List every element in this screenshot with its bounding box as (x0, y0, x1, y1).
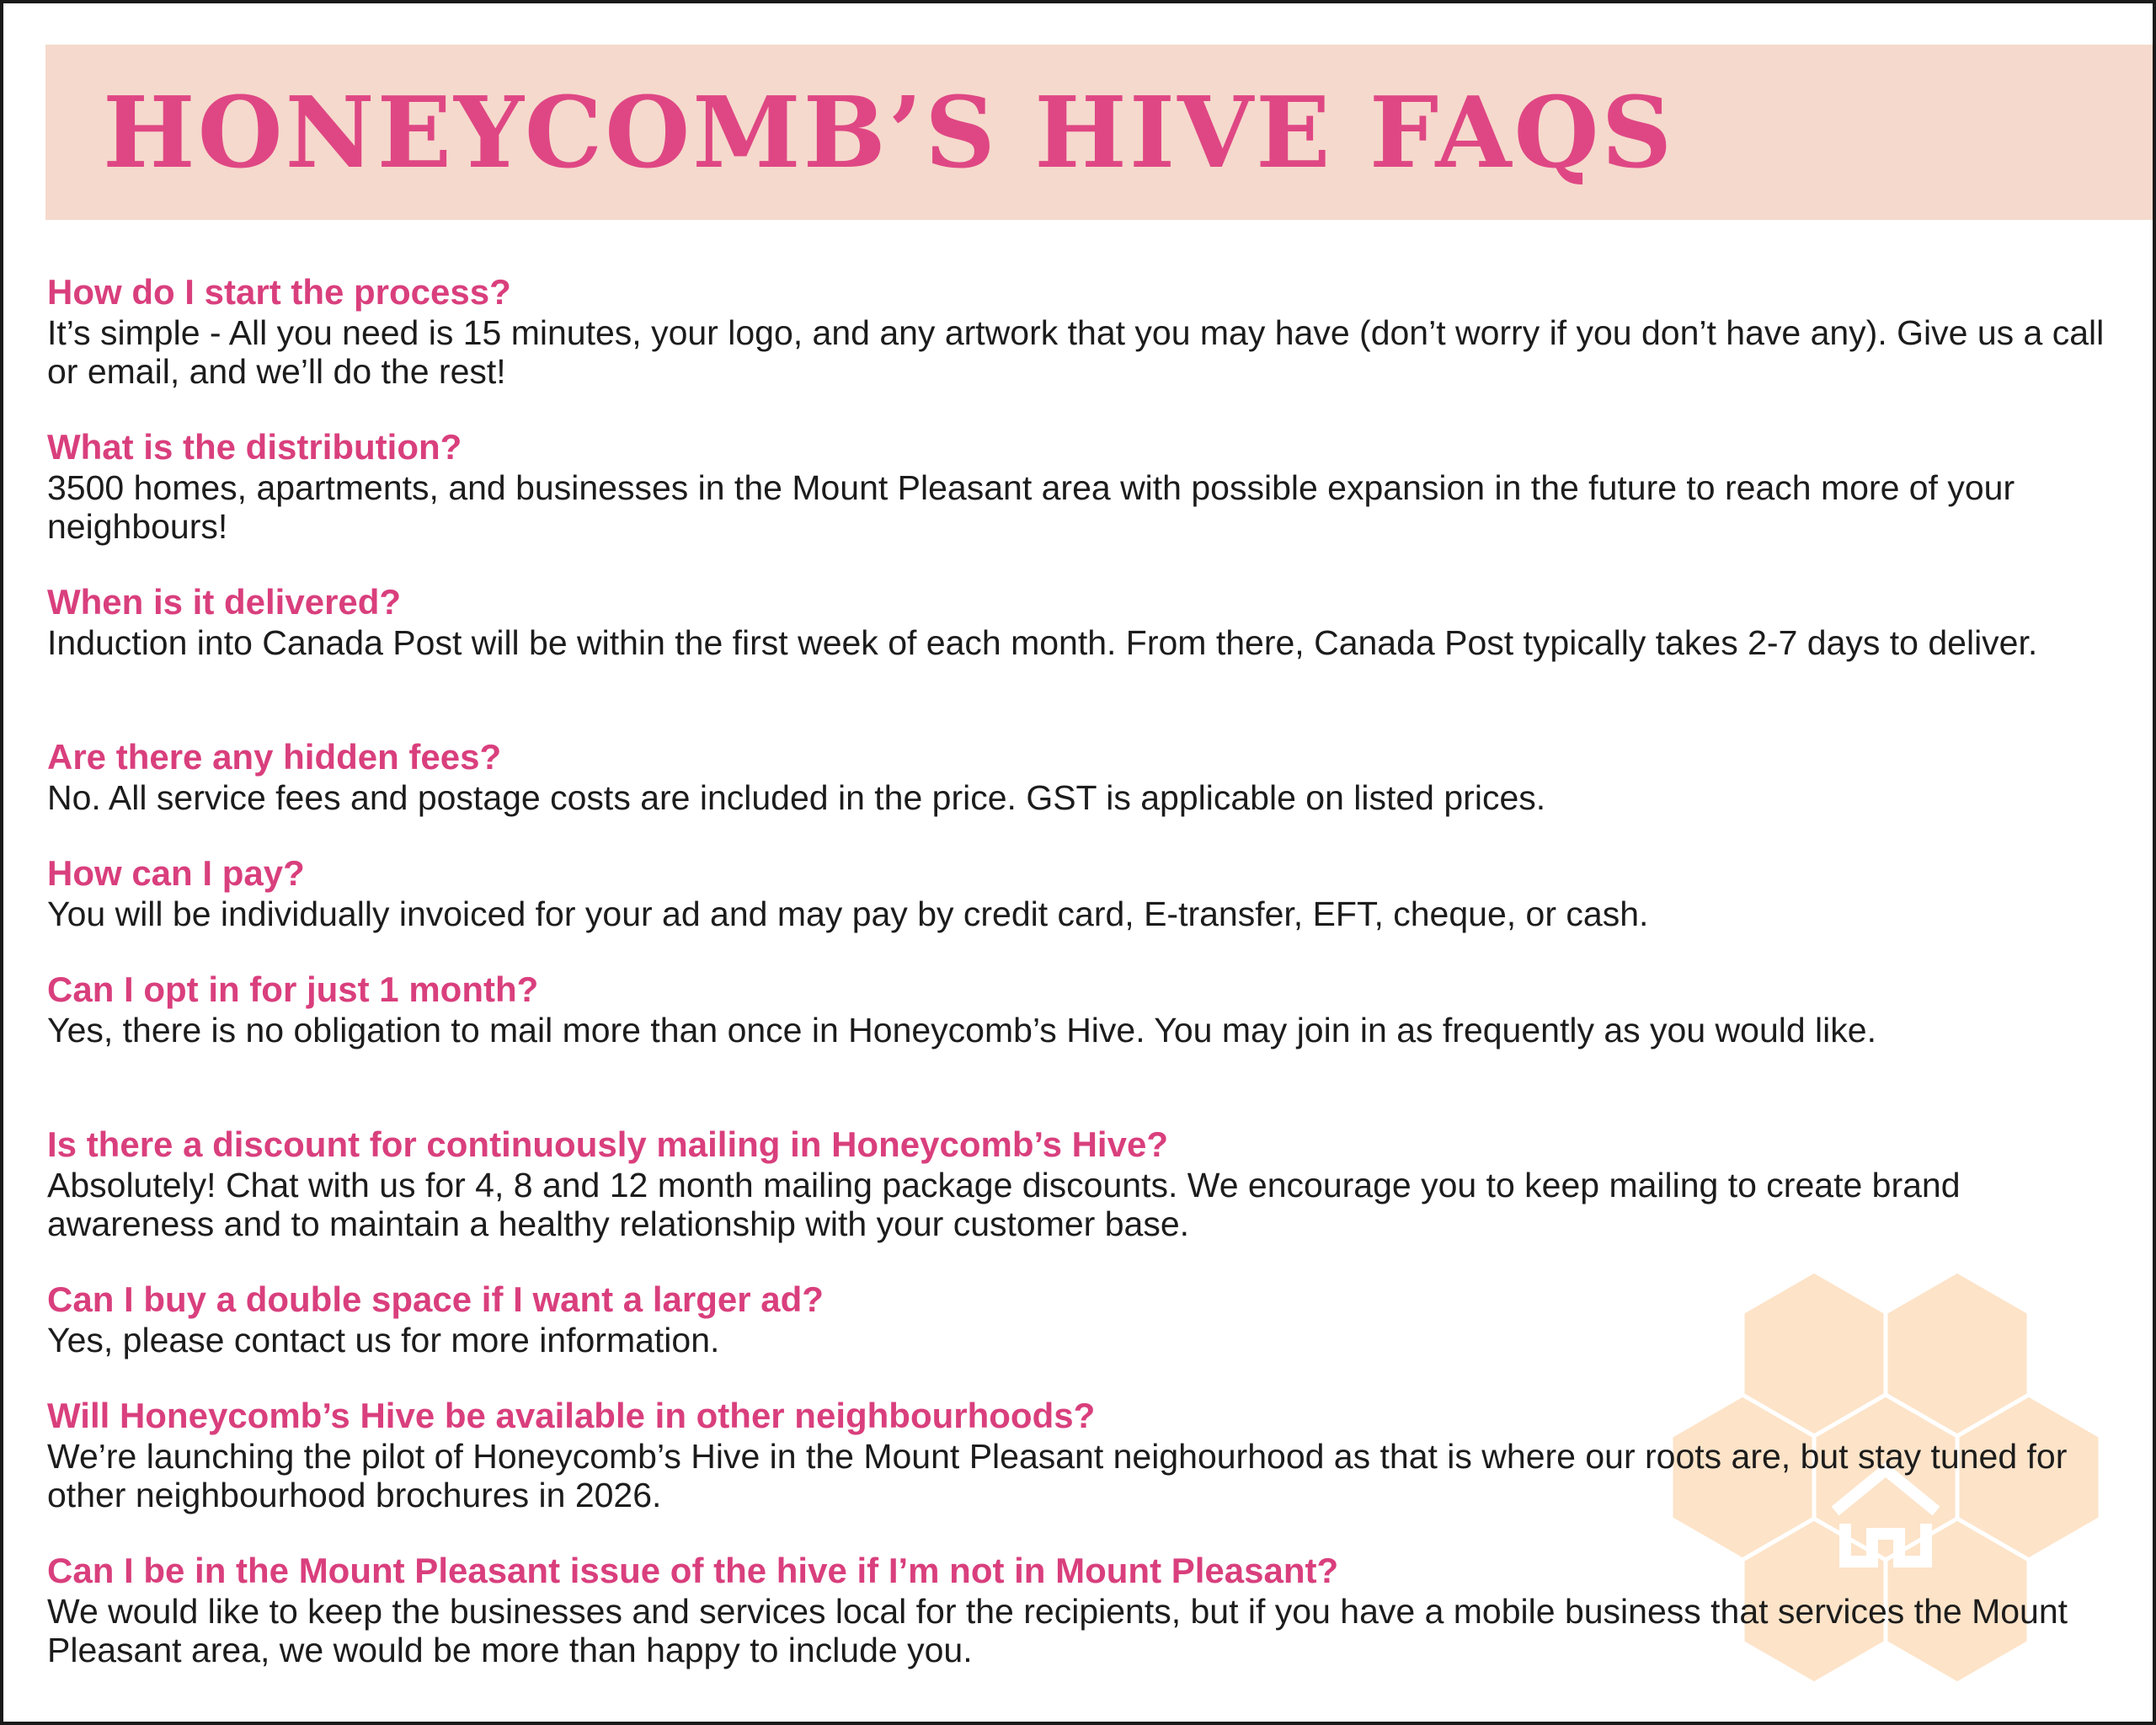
faq-item-start-process (47, 271, 2127, 426)
faq-question: What is the distribution? (47, 427, 462, 467)
faq-answer: We would like to keep the businesses and services local for the recipients, but if you have a mobile business that services the Mount Pleasant area, we would be more than happy to include you. (47, 1592, 2068, 1669)
faq-question: When is it delivered? (47, 582, 402, 622)
faq-answer: Yes, please contact us for more information. (47, 1321, 720, 1359)
faq-answer: No. All service fees and postage costs are included in the price. GST is applicable on listed prices. (47, 778, 1546, 817)
faq-answer: Yes, there is no obligation to mail more than once in Honeycomb’s Hive. You may join in as frequently as you would like. (47, 1011, 1876, 1049)
faq-question: Are there any hidden fees? (47, 737, 502, 777)
faq-answer: You will be individually invoiced for your ad and may pay by credit card, E-transfer, EFT, cheque, or cash. (47, 895, 1649, 933)
page-title: HONEYCOMB’S HIVE FAQS (103, 76, 1675, 190)
faq-item-hidden-fees (47, 736, 2127, 852)
faq-answer: Induction into Canada Post will be within the first week of each month. From there, Canada Post typically takes 2-7 days to deliver. (47, 623, 2038, 662)
faq-item-distribution (47, 426, 2127, 581)
faq-answer: We’re launching the pilot of Honeycomb’s Hive in the Mount Pleasant neighourhood as that is where our roots are, but stay tuned for other neighbourhood brochures in 2026. (47, 1437, 2068, 1514)
faq-list (47, 271, 2127, 1705)
faq-item-one-month (47, 969, 2127, 1124)
faq-answer: It’s simple - All you need is 15 minutes, your logo, and any artwork that you may have (don’t worry if you don’t have any). Give us a call or email, and we’ll do the rest! (47, 313, 2105, 391)
faq-question: How do I start the process? (47, 272, 511, 312)
faq-answer: 3500 homes, apartments, and businesses in the Mount Pleasant area with possible expansion in the future to reach more of your neighbours! (47, 468, 2015, 546)
faq-question: How can I pay? (47, 853, 305, 893)
faq-item-payment (47, 852, 2127, 969)
faq-question: Is there a discount for continuously mailing in Honeycomb’s Hive? (47, 1124, 1168, 1164)
faq-question: Can I be in the Mount Pleasant issue of the hive if I’m not in Mount Pleasant? (47, 1551, 1339, 1590)
faq-item-delivery (47, 581, 2127, 736)
faq-item-other-neighbourhoods (47, 1395, 2127, 1550)
faq-answer: Absolutely! Chat with us for 4, 8 and 12 month mailing package discounts. We encourage you to keep mailing to create brand awareness and to maintain a healthy relationship with your customer base. (47, 1166, 1961, 1243)
faq-item-double-space (47, 1279, 2127, 1395)
faq-question: Will Honeycomb’s Hive be available in other neighbourhoods? (47, 1396, 1096, 1435)
faq-question: Can I buy a double space if I want a larger ad? (47, 1279, 824, 1319)
faq-item-outside-area (47, 1550, 2127, 1705)
faq-item-discount (47, 1124, 2127, 1279)
faq-question: Can I opt in for just 1 month? (47, 969, 539, 1009)
